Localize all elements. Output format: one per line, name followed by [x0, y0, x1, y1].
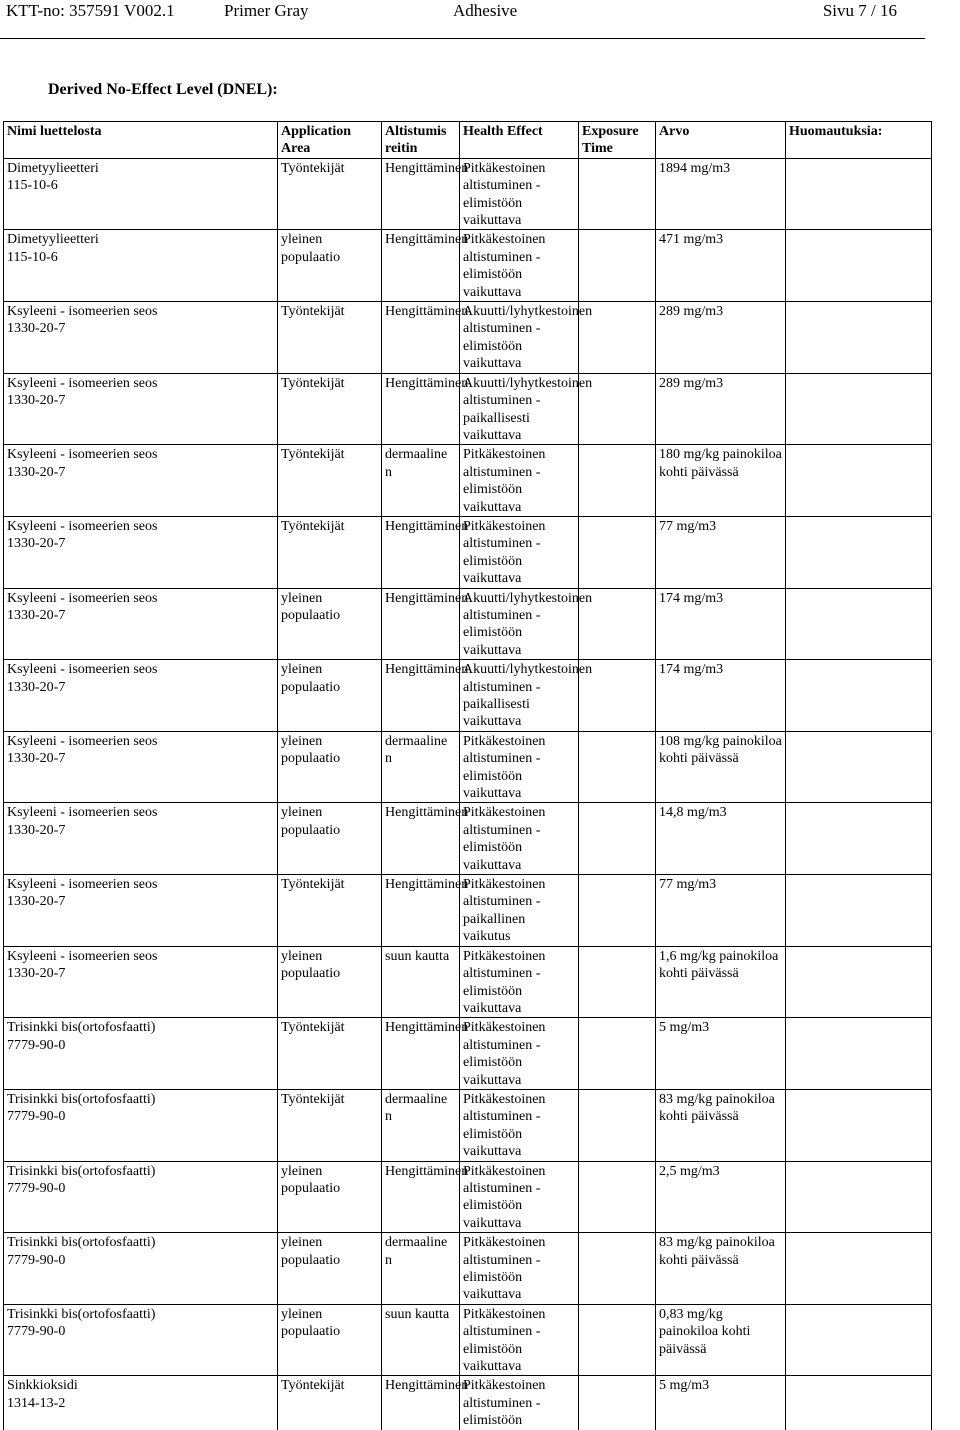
- substance-name: Ksyleeni - isomeerien seos: [7, 877, 158, 893]
- table-row: [4, 1161, 932, 1233]
- dnel-value-cell: 174 mg/m3: [656, 660, 786, 732]
- cas-number: 1330-20-7: [7, 321, 66, 337]
- remarks-cell: [786, 660, 932, 732]
- table-row: [4, 1233, 932, 1305]
- product-type: Adhesive: [453, 1, 518, 20]
- health-effect-cell: Pitkäkestoinen altistuminen - elimistöön: [460, 1376, 579, 1430]
- substance-name-cell: [4, 1376, 278, 1430]
- remarks-cell: [786, 373, 932, 445]
- column-header-name: Nimi luettelosta: [4, 122, 278, 159]
- exposure-route-cell: Hengittäminen: [382, 302, 460, 374]
- substance-name: Trisinkki bis(ortofosfaatti): [7, 1306, 156, 1322]
- column-header-remarks: Huomautuksia:: [786, 122, 932, 159]
- cas-number: 7779-90-0: [7, 1180, 66, 1196]
- remarks-cell: [786, 1304, 932, 1376]
- application-area-cell: Työntekijät: [278, 158, 382, 230]
- exposure-route-cell: dermaaline n: [382, 445, 460, 517]
- health-effect-cell: Akuutti/lyhytkestoinen altistuminen - paikallisesti vaikuttava: [460, 373, 579, 445]
- health-effect-cell: Pitkäkestoinen altistuminen - elimistöön vaikuttava: [460, 1304, 579, 1376]
- remarks-cell: [786, 946, 932, 1018]
- substance-name-cell: [4, 302, 278, 374]
- exposure-route-cell: dermaaline n: [382, 1233, 460, 1305]
- exposure-time-cell: [579, 1161, 656, 1233]
- dnel-value-cell: 5 mg/m3: [656, 1376, 786, 1430]
- cas-number: 7779-90-0: [7, 1324, 66, 1340]
- table-row: [4, 302, 932, 374]
- exposure-time-cell: [579, 1233, 656, 1305]
- exposure-route-cell: dermaaline n: [382, 1089, 460, 1161]
- remarks-cell: [786, 1161, 932, 1233]
- cas-number: 115-10-6: [7, 178, 58, 194]
- exposure-time-cell: [579, 1304, 656, 1376]
- exposure-route-cell: Hengittäminen: [382, 588, 460, 660]
- substance-name: Ksyleeni - isomeerien seos: [7, 662, 158, 678]
- exposure-time-cell: [579, 516, 656, 588]
- remarks-cell: [786, 731, 932, 803]
- substance-name: Trisinkki bis(ortofosfaatti): [7, 1235, 156, 1251]
- exposure-time-cell: [579, 803, 656, 875]
- substance-name-cell: [4, 588, 278, 660]
- substance-name-cell: [4, 158, 278, 230]
- substance-name-cell: [4, 445, 278, 517]
- substance-name-cell: [4, 1304, 278, 1376]
- dnel-table: [3, 121, 932, 1430]
- dnel-value-cell: 108 mg/kg painokiloa kohti päivässä: [656, 731, 786, 803]
- remarks-cell: [786, 1376, 932, 1430]
- dnel-value-cell: 289 mg/m3: [656, 302, 786, 374]
- dnel-value-cell: 14,8 mg/m3: [656, 803, 786, 875]
- table-row: [4, 1018, 932, 1090]
- exposure-time-cell: [579, 875, 656, 947]
- table-row: [4, 158, 932, 230]
- table-row: [4, 1089, 932, 1161]
- table-row: [4, 803, 932, 875]
- column-header-exposure-time: Exposure Time: [579, 122, 656, 159]
- exposure-time-cell: [579, 1018, 656, 1090]
- cas-number: 1330-20-7: [7, 822, 66, 838]
- table-row: [4, 445, 932, 517]
- application-area-cell: yleinen populaatio: [278, 803, 382, 875]
- remarks-cell: [786, 1233, 932, 1305]
- dnel-value-cell: 83 mg/kg painokiloa kohti päivässä: [656, 1233, 786, 1305]
- cas-number: 1330-20-7: [7, 966, 66, 982]
- exposure-route-cell: Hengittäminen: [382, 1376, 460, 1430]
- cas-number: 115-10-6: [7, 249, 58, 265]
- health-effect-cell: Pitkäkestoinen altistuminen - elimistöön vaikuttava: [460, 731, 579, 803]
- table-row: [4, 946, 932, 1018]
- exposure-route-cell: suun kautta: [382, 1304, 460, 1376]
- column-header-application-area: Application Area: [278, 122, 382, 159]
- remarks-cell: [786, 516, 932, 588]
- substance-name: Ksyleeni - isomeerien seos: [7, 518, 158, 534]
- dnel-value-cell: 471 mg/m3: [656, 230, 786, 302]
- column-header-value: Arvo: [656, 122, 786, 159]
- dnel-value-cell: 83 mg/kg painokiloa kohti päivässä: [656, 1089, 786, 1161]
- application-area-cell: yleinen populaatio: [278, 230, 382, 302]
- table-row: [4, 373, 932, 445]
- table-header-row: [4, 122, 932, 159]
- table-row: [4, 660, 932, 732]
- substance-name: Dimetyylieetteri: [7, 232, 99, 248]
- cas-number: 1330-20-7: [7, 894, 66, 910]
- exposure-route-cell: Hengittäminen: [382, 660, 460, 732]
- cas-number: 1330-20-7: [7, 393, 66, 409]
- table-row: [4, 588, 932, 660]
- application-area-cell: Työntekijät: [278, 302, 382, 374]
- cas-number: 7779-90-0: [7, 1109, 66, 1125]
- table-row: [4, 875, 932, 947]
- section-title: Derived No-Effect Level (DNEL):: [48, 81, 278, 98]
- exposure-route-cell: Hengittäminen: [382, 230, 460, 302]
- table-row: [4, 230, 932, 302]
- substance-name: Ksyleeni - isomeerien seos: [7, 733, 158, 749]
- exposure-route-cell: suun kautta: [382, 946, 460, 1018]
- substance-name-cell: [4, 875, 278, 947]
- substance-name-cell: [4, 1089, 278, 1161]
- cas-number: 1330-20-7: [7, 751, 66, 767]
- substance-name-cell: [4, 516, 278, 588]
- header-divider: [0, 38, 925, 39]
- exposure-route-cell: Hengittäminen: [382, 516, 460, 588]
- health-effect-cell: Pitkäkestoinen altistuminen - elimistöön vaikuttava: [460, 516, 579, 588]
- cas-number: 7779-90-0: [7, 1037, 66, 1053]
- health-effect-cell: Pitkäkestoinen altistuminen - elimistöön vaikuttava: [460, 445, 579, 517]
- cas-number: 1330-20-7: [7, 464, 66, 480]
- dnel-value-cell: 174 mg/m3: [656, 588, 786, 660]
- remarks-cell: [786, 1018, 932, 1090]
- dnel-value-cell: 5 mg/m3: [656, 1018, 786, 1090]
- application-area-cell: Työntekijät: [278, 445, 382, 517]
- health-effect-cell: Akuutti/lyhytkestoinen altistuminen - paikallisesti vaikuttava: [460, 660, 579, 732]
- column-header-health-effect: Health Effect: [460, 122, 579, 159]
- substance-name: Ksyleeni - isomeerien seos: [7, 590, 158, 606]
- dnel-value-cell: 180 mg/kg painokiloa kohti päivässä: [656, 445, 786, 517]
- dnel-value-cell: 77 mg/m3: [656, 516, 786, 588]
- exposure-time-cell: [579, 445, 656, 517]
- table-row: [4, 1376, 932, 1430]
- dnel-value-cell: 1894 mg/m3: [656, 158, 786, 230]
- remarks-cell: [786, 803, 932, 875]
- dnel-value-cell: 77 mg/m3: [656, 875, 786, 947]
- application-area-cell: yleinen populaatio: [278, 731, 382, 803]
- document-number: KTT-no: 357591 V002.1: [6, 1, 175, 20]
- substance-name-cell: [4, 230, 278, 302]
- exposure-time-cell: [579, 158, 656, 230]
- column-header-route: Altistumis reitin: [382, 122, 460, 159]
- cas-number: 7779-90-0: [7, 1252, 66, 1268]
- table-row: [4, 731, 932, 803]
- remarks-cell: [786, 158, 932, 230]
- application-area-cell: Työntekijät: [278, 373, 382, 445]
- exposure-time-cell: [579, 230, 656, 302]
- application-area-cell: yleinen populaatio: [278, 1233, 382, 1305]
- substance-name: Trisinkki bis(ortofosfaatti): [7, 1020, 156, 1036]
- page-number: Sivu 7 / 16: [822, 1, 897, 20]
- remarks-cell: [786, 1089, 932, 1161]
- application-area-cell: Työntekijät: [278, 1018, 382, 1090]
- exposure-time-cell: [579, 731, 656, 803]
- substance-name-cell: [4, 660, 278, 732]
- remarks-cell: [786, 875, 932, 947]
- exposure-route-cell: Hengittäminen: [382, 875, 460, 947]
- exposure-route-cell: Hengittäminen: [382, 158, 460, 230]
- cas-number: 1330-20-7: [7, 679, 66, 695]
- substance-name: Ksyleeni - isomeerien seos: [7, 375, 158, 391]
- application-area-cell: yleinen populaatio: [278, 1161, 382, 1233]
- substance-name-cell: [4, 1161, 278, 1233]
- substance-name: Ksyleeni - isomeerien seos: [7, 948, 158, 964]
- health-effect-cell: Pitkäkestoinen altistuminen - elimistöön vaikuttava: [460, 1089, 579, 1161]
- product-name: Primer Gray: [224, 1, 309, 20]
- application-area-cell: yleinen populaatio: [278, 588, 382, 660]
- cas-number: 1330-20-7: [7, 536, 66, 552]
- application-area-cell: yleinen populaatio: [278, 660, 382, 732]
- application-area-cell: yleinen populaatio: [278, 946, 382, 1018]
- exposure-route-cell: Hengittäminen: [382, 803, 460, 875]
- health-effect-cell: Pitkäkestoinen altistuminen - elimistöön vaikuttava: [460, 1233, 579, 1305]
- exposure-time-cell: [579, 1376, 656, 1430]
- substance-name-cell: [4, 731, 278, 803]
- application-area-cell: Työntekijät: [278, 875, 382, 947]
- health-effect-cell: Pitkäkestoinen altistuminen - elimistöön vaikuttava: [460, 230, 579, 302]
- application-area-cell: Työntekijät: [278, 516, 382, 588]
- application-area-cell: Työntekijät: [278, 1376, 382, 1430]
- health-effect-cell: Pitkäkestoinen altistuminen - elimistöön vaikuttava: [460, 1018, 579, 1090]
- substance-name-cell: [4, 1233, 278, 1305]
- substance-name: Dimetyylieetteri: [7, 160, 99, 176]
- application-area-cell: yleinen populaatio: [278, 1304, 382, 1376]
- health-effect-cell: Akuutti/lyhytkestoinen altistuminen - elimistöön vaikuttava: [460, 588, 579, 660]
- exposure-route-cell: Hengittäminen: [382, 1161, 460, 1233]
- table-row: [4, 1304, 932, 1376]
- health-effect-cell: Pitkäkestoinen altistuminen - paikallinen vaikutus: [460, 875, 579, 947]
- substance-name-cell: [4, 803, 278, 875]
- substance-name: Sinkkioksidi: [7, 1378, 78, 1394]
- health-effect-cell: Pitkäkestoinen altistuminen - elimistöön vaikuttava: [460, 1161, 579, 1233]
- dnel-value-cell: 1,6 mg/kg painokiloa kohti päivässä: [656, 946, 786, 1018]
- table-row: [4, 516, 932, 588]
- substance-name: Trisinkki bis(ortofosfaatti): [7, 1091, 156, 1107]
- cas-number: 1330-20-7: [7, 607, 66, 623]
- dnel-value-cell: 0,83 mg/kg painokiloa kohti päivässä: [656, 1304, 786, 1376]
- application-area-cell: Työntekijät: [278, 1089, 382, 1161]
- page-header: [0, 0, 925, 22]
- health-effect-cell: Pitkäkestoinen altistuminen - elimistöön vaikuttava: [460, 803, 579, 875]
- exposure-route-cell: Hengittäminen: [382, 373, 460, 445]
- cas-number: 1314-13-2: [7, 1395, 66, 1411]
- substance-name: Trisinkki bis(ortofosfaatti): [7, 1163, 156, 1179]
- exposure-route-cell: Hengittäminen: [382, 1018, 460, 1090]
- remarks-cell: [786, 588, 932, 660]
- remarks-cell: [786, 302, 932, 374]
- dnel-table-body: [4, 158, 932, 1429]
- remarks-cell: [786, 445, 932, 517]
- health-effect-cell: Pitkäkestoinen altistuminen - elimistöön vaikuttava: [460, 158, 579, 230]
- substance-name-cell: [4, 1018, 278, 1090]
- exposure-time-cell: [579, 946, 656, 1018]
- dnel-value-cell: 289 mg/m3: [656, 373, 786, 445]
- health-effect-cell: Pitkäkestoinen altistuminen - elimistöön vaikuttava: [460, 946, 579, 1018]
- substance-name: Ksyleeni - isomeerien seos: [7, 447, 158, 463]
- exposure-time-cell: [579, 1089, 656, 1161]
- substance-name: Ksyleeni - isomeerien seos: [7, 805, 158, 821]
- substance-name: Ksyleeni - isomeerien seos: [7, 304, 158, 320]
- exposure-route-cell: dermaaline n: [382, 731, 460, 803]
- remarks-cell: [786, 230, 932, 302]
- health-effect-cell: Akuutti/lyhytkestoinen altistuminen - elimistöön vaikuttava: [460, 302, 579, 374]
- dnel-value-cell: 2,5 mg/m3: [656, 1161, 786, 1233]
- substance-name-cell: [4, 946, 278, 1018]
- substance-name-cell: [4, 373, 278, 445]
